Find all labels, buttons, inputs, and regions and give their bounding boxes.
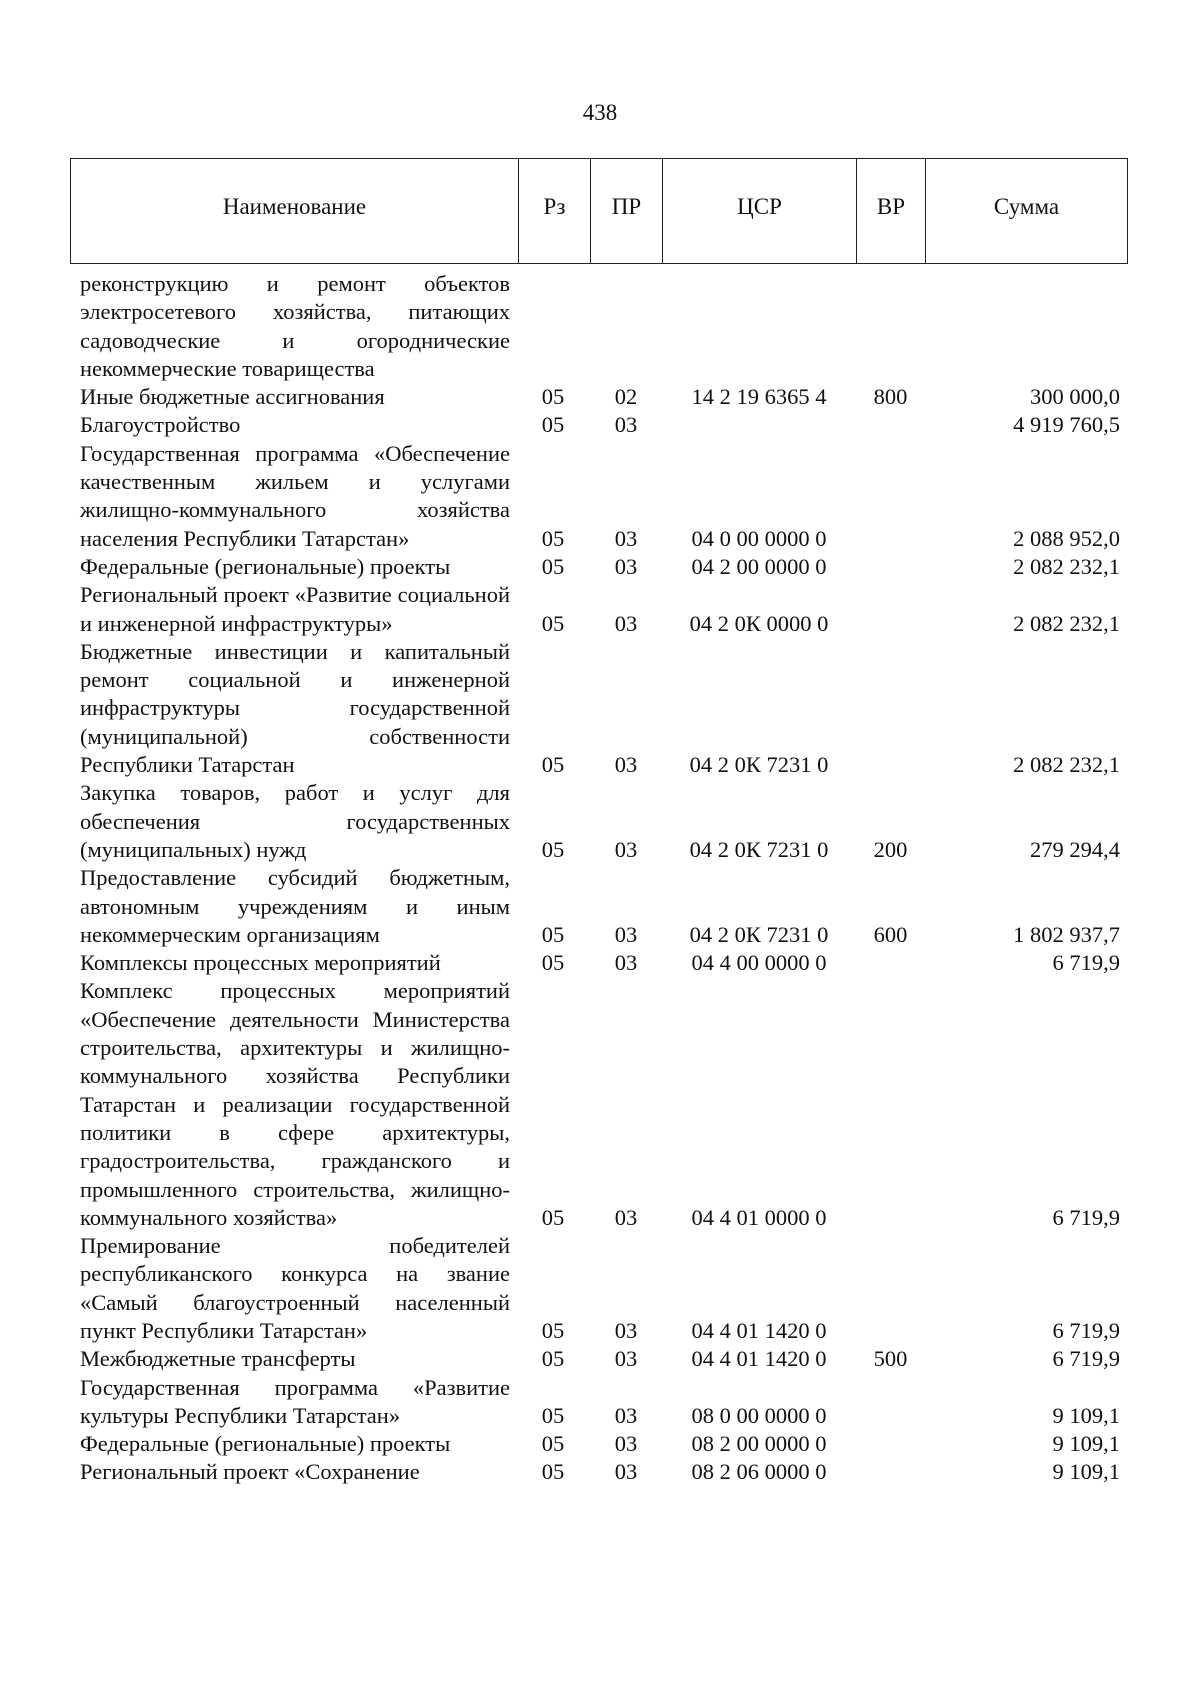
row-sum: 9 109,1 bbox=[1052, 1431, 1120, 1457]
row-name: Государственная программа «Обеспечение качественным жильем и услугами жилищно-коммунального хозяйства населения Республики Татарстан» bbox=[80, 440, 510, 551]
row-pr: 03 bbox=[614, 1459, 638, 1485]
row-rz: 05 bbox=[541, 752, 565, 778]
table-row bbox=[70, 411, 1128, 439]
row-name: Межбюджетные трансферты bbox=[80, 1346, 356, 1372]
row-rz: 05 bbox=[541, 921, 565, 947]
header-pr: ПР bbox=[591, 159, 663, 263]
row-pr: 03 bbox=[614, 752, 638, 778]
row-pr: 03 bbox=[614, 412, 638, 438]
table-row bbox=[70, 1374, 1128, 1431]
row-pr: 03 bbox=[614, 921, 638, 947]
row-rz: 05 bbox=[541, 1459, 565, 1485]
row-sum: 2 082 232,1 bbox=[1013, 553, 1120, 579]
row-name: реконструкцию и ремонт объектов электросетевого хозяйства, питающих садоводческие и огороднические некоммерческие товарищества bbox=[80, 271, 510, 381]
row-csr: 04 2 0К 7231 0 bbox=[689, 921, 829, 947]
row-name: Бюджетные инвестиции и капитальный ремонт социальной и инженерной инфраструктуры государственной (муниципальной) собственности Республики Татарстан bbox=[80, 638, 510, 778]
row-name: Премирование победителей республиканского конкурса на звание «Самый благоустроенный населенный пункт Республики Татарстан» bbox=[80, 1233, 510, 1343]
row-name: Закупка товаров, работ и услуг для обеспечения государственных (муниципальных) нужд bbox=[80, 780, 510, 862]
table-row bbox=[70, 779, 1128, 864]
row-pr: 02 bbox=[614, 384, 638, 410]
row-rz: 05 bbox=[541, 610, 565, 636]
row-vr: 200 bbox=[873, 836, 908, 862]
row-name: Региональный проект «Сохранение bbox=[80, 1459, 420, 1485]
row-rz: 05 bbox=[541, 1402, 565, 1428]
row-csr: 14 2 19 6365 4 bbox=[691, 384, 827, 410]
row-vr: 600 bbox=[873, 921, 908, 947]
row-pr: 03 bbox=[614, 610, 638, 636]
table-body bbox=[70, 270, 1128, 1487]
row-name: Благоустройство bbox=[80, 412, 241, 438]
header-rz: Рз bbox=[519, 159, 591, 263]
row-csr: 04 2 00 0000 0 bbox=[691, 553, 827, 579]
row-csr: 04 4 01 1420 0 bbox=[691, 1346, 827, 1372]
table-header bbox=[70, 158, 1128, 264]
row-pr: 03 bbox=[614, 1317, 638, 1343]
row-name: Комплекс процессных мероприятий «Обеспечение деятельности Министерства строительства, архитектуры и жилищно-коммунального хозяйства Республики Татарстан и реализации государственной политики в сфере архитектуры, градостроительства, гражданского и промышленного строительства, жилищно-коммунального хозяйства» bbox=[80, 978, 510, 1230]
row-csr: 04 2 0К 0000 0 bbox=[689, 610, 829, 636]
table-row bbox=[70, 553, 1128, 581]
row-name: Федеральные (региональные) проекты bbox=[80, 553, 451, 579]
row-pr: 03 bbox=[614, 1402, 638, 1428]
table-row bbox=[70, 440, 1128, 553]
row-rz: 05 bbox=[541, 1204, 565, 1230]
row-csr: 08 0 00 0000 0 bbox=[691, 1402, 827, 1428]
row-rz: 05 bbox=[541, 553, 565, 579]
table-row bbox=[70, 1430, 1128, 1458]
header-name: Наименование bbox=[71, 159, 519, 263]
row-csr: 08 2 06 0000 0 bbox=[691, 1459, 827, 1485]
row-csr: 04 2 0К 7231 0 bbox=[689, 836, 829, 862]
row-vr: 500 bbox=[873, 1346, 908, 1372]
table-row bbox=[70, 581, 1128, 638]
row-rz: 05 bbox=[541, 836, 565, 862]
table-row bbox=[70, 949, 1128, 977]
row-csr: 04 2 0К 7231 0 bbox=[689, 752, 829, 778]
row-name: Государственная программа «Развитие культуры Республики Татарстан» bbox=[80, 1374, 510, 1428]
row-sum: 4 919 760,5 bbox=[1013, 412, 1120, 438]
table-row bbox=[70, 864, 1128, 949]
row-rz: 05 bbox=[541, 1317, 565, 1343]
row-csr: 04 0 00 0000 0 bbox=[691, 525, 827, 551]
table-row bbox=[70, 1232, 1128, 1345]
row-name: Предоставление субсидий бюджетным, автономным учреждениям и иным некоммерческим организациям bbox=[80, 865, 510, 947]
row-sum: 279 294,4 bbox=[1030, 836, 1120, 862]
table-row bbox=[70, 977, 1128, 1232]
row-csr: 04 4 00 0000 0 bbox=[691, 950, 827, 976]
row-name: Федеральные (региональные) проекты bbox=[80, 1431, 451, 1457]
row-pr: 03 bbox=[614, 525, 638, 551]
header-sum: Сумма bbox=[993, 194, 1060, 219]
header-vr: ВР bbox=[857, 159, 926, 263]
row-vr: 800 bbox=[873, 384, 908, 410]
row-rz: 05 bbox=[541, 1431, 565, 1457]
table-row bbox=[70, 383, 1128, 411]
row-sum: 6 719,9 bbox=[1052, 1317, 1120, 1343]
row-sum: 2 082 232,1 bbox=[1013, 610, 1120, 636]
row-sum: 6 719,9 bbox=[1052, 1346, 1120, 1372]
row-sum: 6 719,9 bbox=[1052, 950, 1120, 976]
row-csr: 08 2 00 0000 0 bbox=[691, 1431, 827, 1457]
row-rz: 05 bbox=[541, 950, 565, 976]
row-sum: 2 082 232,1 bbox=[1013, 752, 1120, 778]
row-pr: 03 bbox=[614, 1431, 638, 1457]
row-name: Комплексы процессных мероприятий bbox=[80, 950, 441, 976]
row-rz: 05 bbox=[541, 525, 565, 551]
row-pr: 03 bbox=[614, 836, 638, 862]
table-row bbox=[70, 270, 1128, 383]
row-sum: 2 088 952,0 bbox=[1013, 525, 1120, 551]
row-pr: 03 bbox=[614, 1346, 638, 1372]
row-pr: 03 bbox=[614, 553, 638, 579]
row-csr: 04 4 01 1420 0 bbox=[691, 1317, 827, 1343]
row-sum: 9 109,1 bbox=[1052, 1459, 1120, 1485]
header-csr: ЦСР bbox=[663, 159, 857, 263]
row-name: Иные бюджетные ассигнования bbox=[80, 384, 385, 410]
row-sum: 6 719,9 bbox=[1052, 1204, 1120, 1230]
row-sum: 1 802 937,7 bbox=[1013, 921, 1120, 947]
row-rz: 05 bbox=[541, 384, 565, 410]
row-rz: 05 bbox=[541, 1346, 565, 1372]
table-row bbox=[70, 1345, 1128, 1373]
row-name: Региональный проект «Развитие социальной и инженерной инфраструктуры» bbox=[80, 582, 510, 636]
row-sum: 9 109,1 bbox=[1052, 1402, 1120, 1428]
table-row bbox=[70, 638, 1128, 779]
page-number: 438 bbox=[582, 100, 618, 125]
table-row bbox=[70, 1458, 1128, 1486]
row-sum: 300 000,0 bbox=[1030, 384, 1120, 410]
row-pr: 03 bbox=[614, 1204, 638, 1230]
row-rz: 05 bbox=[541, 412, 565, 438]
row-pr: 03 bbox=[614, 950, 638, 976]
row-csr: 04 4 01 0000 0 bbox=[691, 1204, 827, 1230]
